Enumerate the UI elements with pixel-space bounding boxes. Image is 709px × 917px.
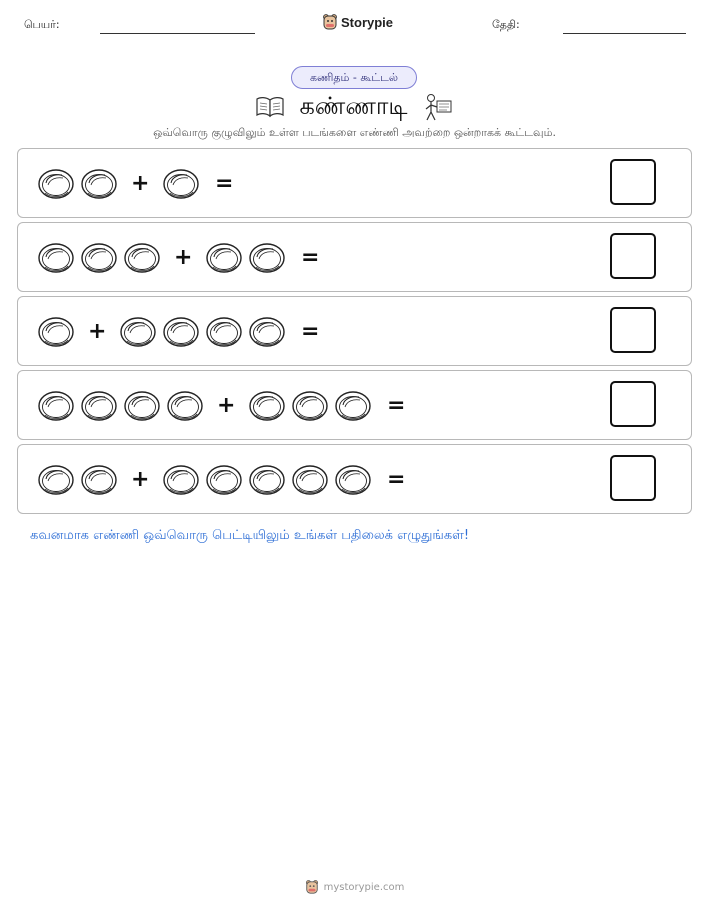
date-label: தேதி: (492, 18, 520, 31)
pearl-icon (205, 463, 243, 496)
answer-box[interactable] (610, 159, 656, 205)
pearl-icon (248, 389, 286, 422)
left-group (37, 241, 166, 274)
pearl-icon (37, 241, 75, 274)
right-group (205, 241, 291, 274)
problem-row (17, 370, 692, 440)
plus-sign: + (88, 318, 107, 344)
footer-note: கவனமாக எண்ணி ஒவ்வொரு பெட்டியிலும் உங்கள் பதிலைக் எழுதுங்கள்! (30, 528, 470, 543)
equals-sign: = (301, 318, 320, 344)
name-label: பெயர்: (24, 18, 60, 31)
pearl-icon (37, 389, 75, 422)
page-footer (0, 879, 709, 895)
topic-pill: கணிதம் - கூட்டல் (291, 66, 417, 89)
answer-box[interactable] (610, 455, 656, 501)
pearl-icon (205, 315, 243, 348)
answer-box[interactable] (610, 307, 656, 353)
answer-box[interactable] (610, 233, 656, 279)
problem-row (17, 222, 692, 292)
worksheet-header (0, 0, 709, 50)
pearl-icon (166, 389, 204, 422)
right-group (119, 315, 291, 348)
plus-sign: + (131, 466, 150, 492)
pearl-icon (162, 315, 200, 348)
left-group (37, 167, 123, 200)
equals-sign: = (301, 244, 320, 270)
left-group (37, 389, 209, 422)
pearl-icon (162, 167, 200, 200)
right-group (248, 389, 377, 422)
left-group (37, 463, 123, 496)
date-line[interactable] (563, 33, 686, 34)
pearl-icon (119, 315, 157, 348)
equation (37, 387, 405, 423)
equals-sign: = (387, 392, 406, 418)
plus-sign: + (131, 170, 150, 196)
pearl-icon (248, 315, 286, 348)
pearl-icon (205, 241, 243, 274)
equation (37, 461, 405, 497)
pearl-icon (37, 167, 75, 200)
reader-character-icon (422, 92, 454, 122)
pearl-icon (37, 463, 75, 496)
footer-site: mystorypie.com (323, 881, 405, 893)
equation (37, 239, 319, 275)
right-group (162, 167, 205, 200)
equals-sign: = (387, 466, 406, 492)
equation (37, 313, 319, 349)
left-group (37, 315, 80, 348)
brand-name: Storypie (341, 14, 394, 30)
pearl-icon (334, 463, 372, 496)
pearl-icon (80, 167, 118, 200)
pearl-icon (248, 241, 286, 274)
pearl-icon (123, 389, 161, 422)
storypie-logo-icon (305, 879, 319, 895)
answer-box[interactable] (610, 381, 656, 427)
problem-row (17, 296, 692, 366)
problem-row (17, 444, 692, 514)
title-row (0, 90, 709, 124)
equals-sign: = (215, 170, 234, 196)
page-title: கண்ணாடி (299, 91, 408, 120)
storypie-logo-icon (322, 13, 338, 31)
pearl-icon (334, 389, 372, 422)
plus-sign: + (174, 244, 193, 270)
plus-sign: + (217, 392, 236, 418)
brand (322, 13, 393, 31)
name-line[interactable] (100, 33, 255, 34)
pearl-icon (80, 463, 118, 496)
pearl-icon (162, 463, 200, 496)
instructions: ஒவ்வொரு குழுவிலும் உள்ள படங்களை எண்ணி அவற்றை ஒன்றாகக் கூட்டவும். (153, 126, 556, 139)
pearl-icon (123, 241, 161, 274)
pearl-icon (80, 389, 118, 422)
open-book-icon (255, 96, 285, 118)
pearl-icon (248, 463, 286, 496)
right-group (162, 463, 377, 496)
equation (37, 165, 233, 201)
pearl-icon (291, 463, 329, 496)
problem-row (17, 148, 692, 218)
pearl-icon (37, 315, 75, 348)
pearl-icon (80, 241, 118, 274)
pearl-icon (291, 389, 329, 422)
